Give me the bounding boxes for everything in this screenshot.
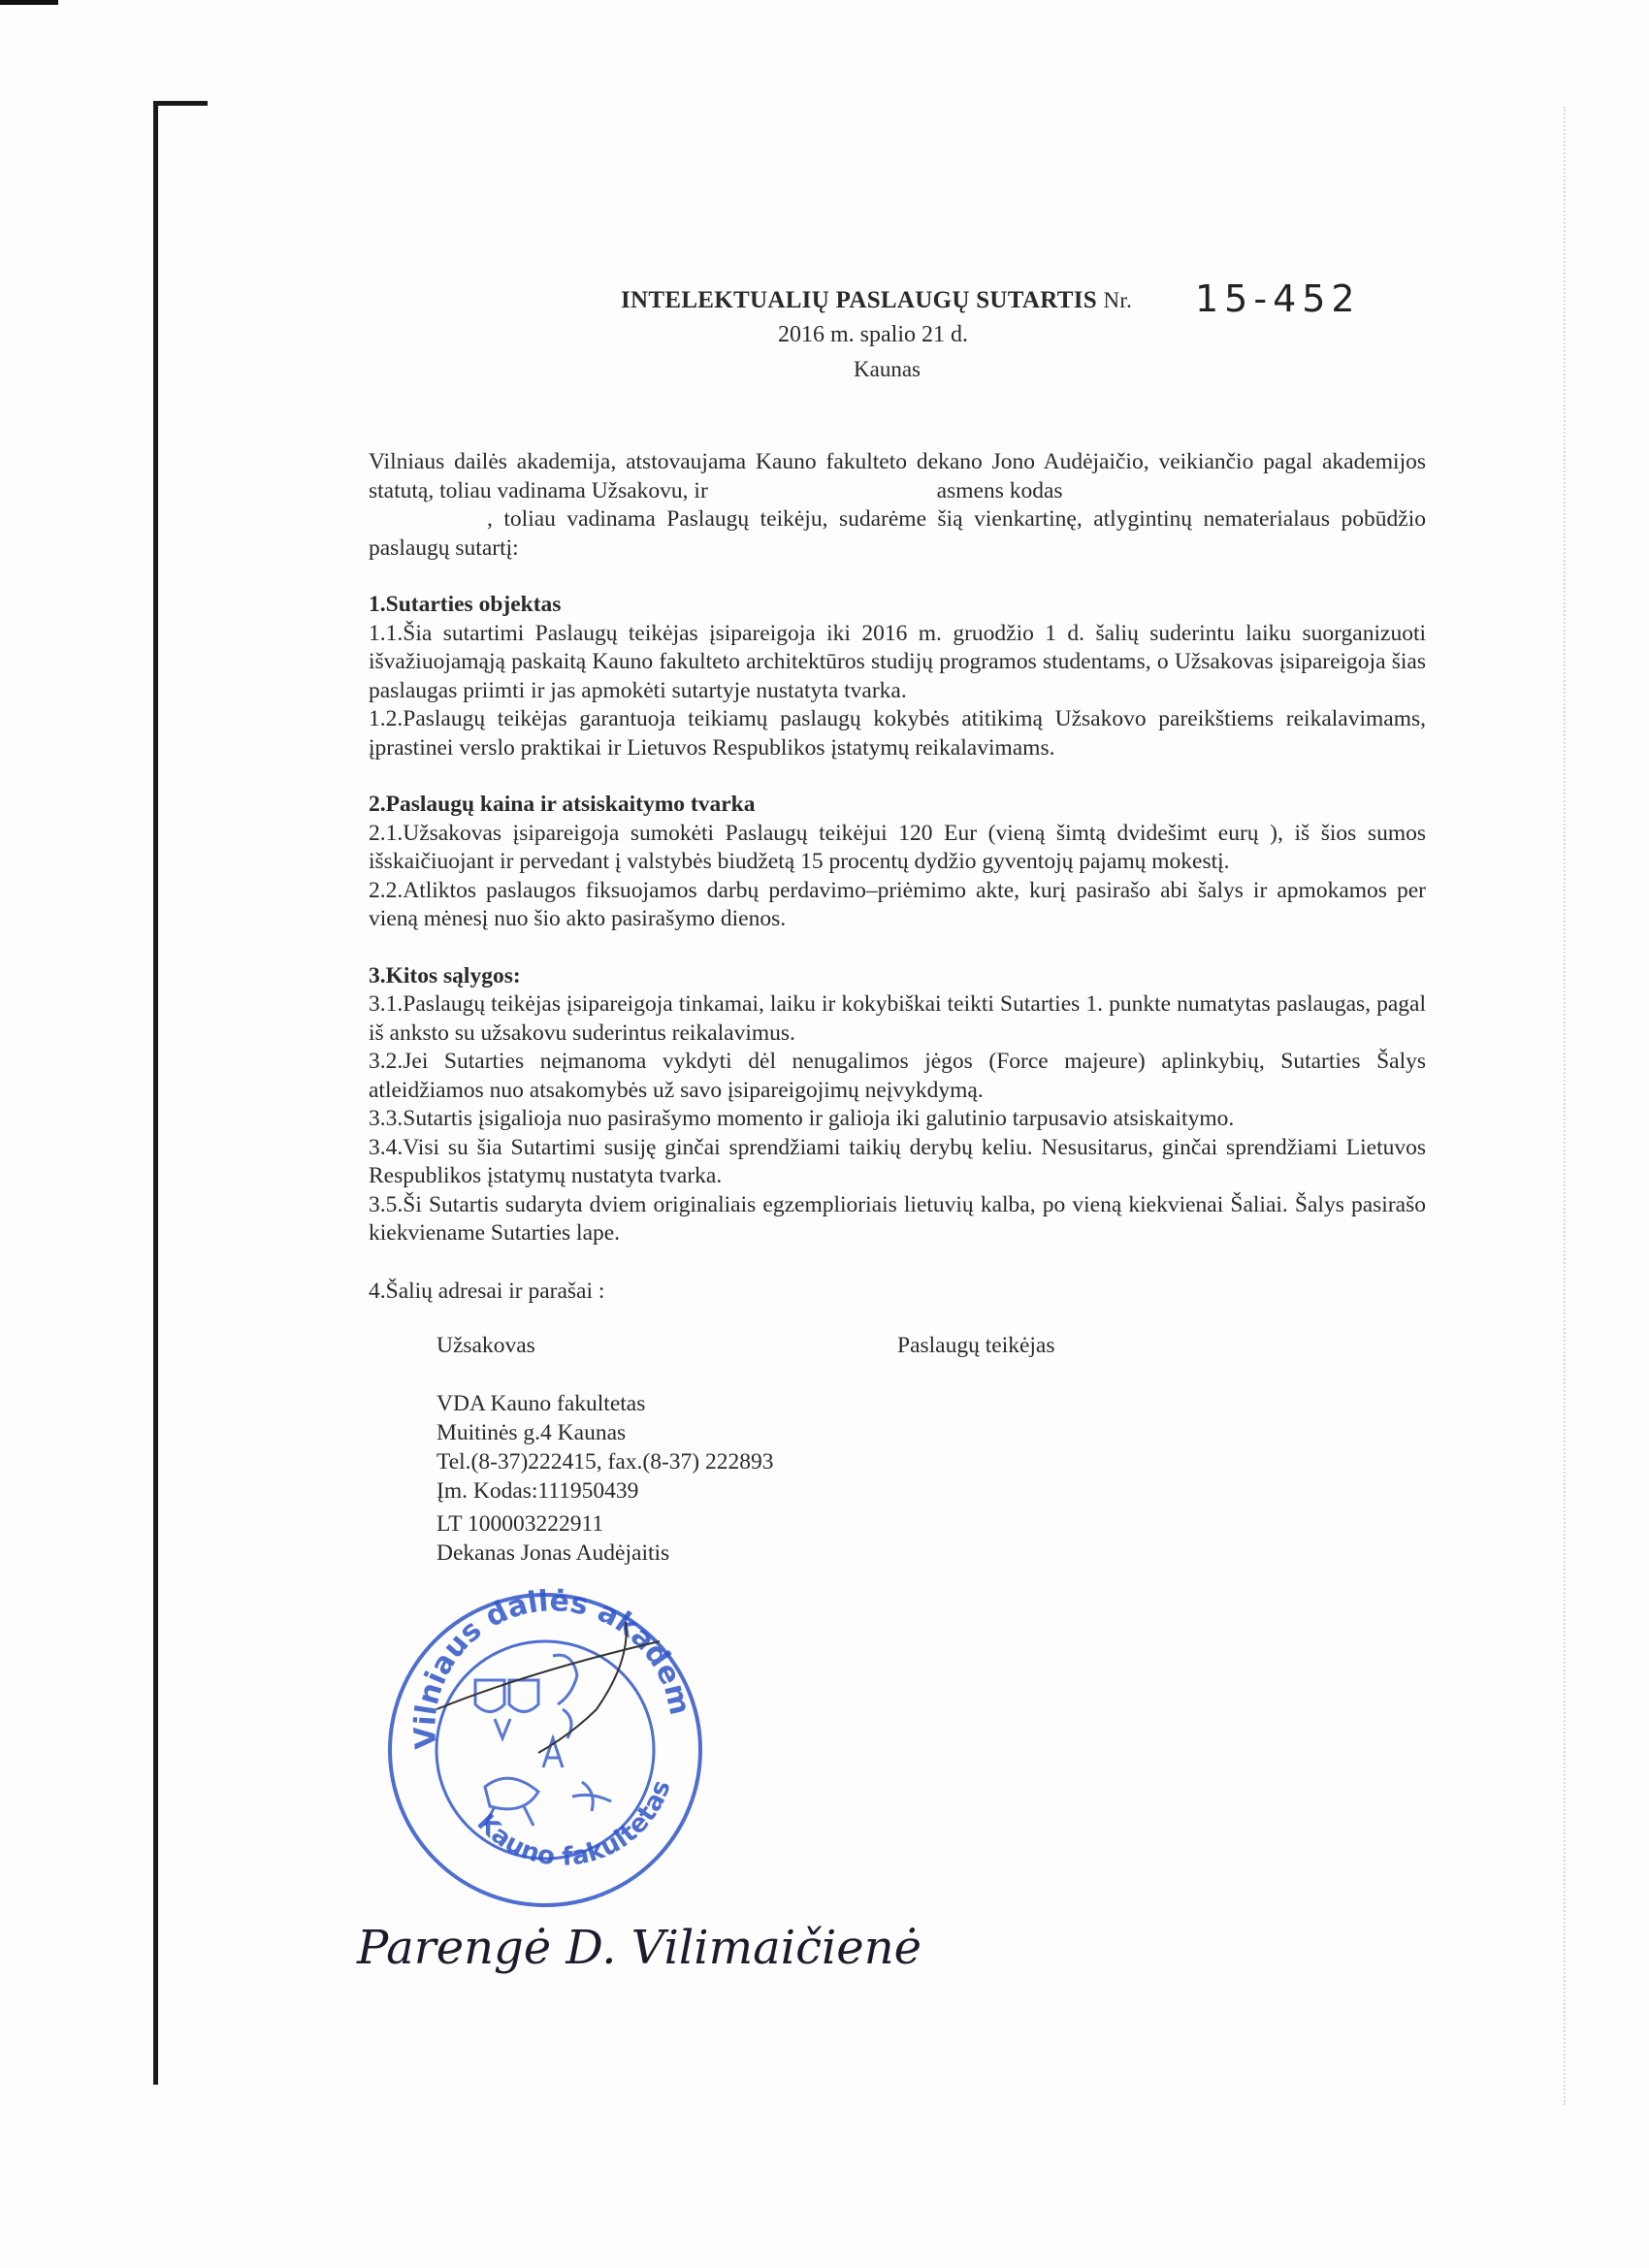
customer-label: Užsakovas [436,1332,535,1358]
section-heading: 2.Paslaugų kaina ir atsiskaitymo tvarka [369,792,756,817]
clause: 3.4.Visi su šia Sutartimi susiję ginčai sprendžiami taikių derybų keliu. Nesusitarus, ginčai sprendžiami Lietuvos Respublikos įstatymų nustatyta tvarka. [369,1134,1426,1188]
intro-text-3: , toliau vadinama Paslaugų teikėju, sudarėme šią vienkartinę, atlygintinų nematerialaus pobūdžio paslaugų sutartį: [369,506,1426,561]
customer-vat-code: LT 100003222911 [436,1510,604,1537]
intro-text-2: asmens kodas [936,477,1063,503]
scan-edge-mark [0,0,58,5]
stamp-emblem-icon [475,1655,611,1826]
section-heading: 3.Kitos sąlygos: [369,962,521,988]
customer-details [357,1389,1426,1977]
section-heading: 1.Sutarties objektas [369,592,562,617]
clause: 1.1.Šia sutartimi Paslaugų teikėjas įsipareigoja iki 2016 m. gruodžio 1 d. šalių suderintu laiku suorganizuoti išvažiuojamąją paskaitą Kauno fakulteto architektūros studijų programos studentams, o Užsakovas įsipareigoja šias paslaugas priimti ir jas apmokėti sutartyje nustatyta tvarka. [369,620,1426,703]
stamp-area [378,1564,1426,1913]
section-3 [369,962,1426,1248]
section-2 [369,791,1426,934]
clause: 3.1.Paslaugų teikėjas įsipareigoja tinkamai, laiku ir kokybiškai teikti Sutarties 1. punkte numatytas paslaugas, pagal iš anksto su užsakovu suderintus reikalavimus. [369,991,1426,1046]
customer-name: VDA Kauno fakultetas [436,1390,646,1416]
customer-phone: Tel.(8-37)222415, fax.(8-37) 222893 [436,1448,774,1474]
number-label: Nr. [1103,288,1133,312]
customer-address: Muitinės g.4 Kaunas [436,1419,627,1445]
binding-bracket-vertical [153,101,158,2085]
clause: 2.1.Užsakovas įsipareigoja sumokėti Paslaugų teikėjui 120 Eur (vieną šimtą dvidešimt eurų ), iš šios sumos išskaičiuojant ir pervedant į valstybės biudžetą 15 procentų dydžio gyventojų pajamų mokestį. [369,820,1426,874]
intro-paragraph [369,448,1426,563]
scan-right-edge [1564,107,1567,2105]
intro-text-1: Vilniaus dailės akademija, atstovaujama Kauno fakulteto dekano Jono Audėjaičio, veikiančio pagal akademijos statutą, toliau vadinama Užsakovu, ir [369,449,1426,503]
stamp-bottom-text: Kauno fakultetas [470,1775,677,1872]
signatures-heading: 4.Šalių adresai ir parašai : [369,1278,605,1304]
contract-body [357,448,1426,1977]
handwritten-contract-number: 15-452 [1195,277,1361,320]
customer-company-code: Įm. Kodas:111950439 [436,1477,639,1504]
clause: 2.2.Atliktos paslaugos fiksuojamos darbų perdavimo–priėmimo akte, kurį pasirašo abi šalys ir apmokamos per vieną mėnesį nuo šio akto pasirašymo dienos. [369,877,1426,931]
clause: 3.2.Jei Sutarties neįmanoma vykdyti dėl nenugalimos jėgos (Force majeure) aplinkybių, Sutarties Šalys atleidžiamos nuo atsakomybės už savo įsipareigojimų neįvykdymą. [369,1049,1426,1103]
signature-party-labels [369,1331,1426,1360]
handwritten-prepared-by-note: Parengė D. Vilimaičienė [357,1920,922,1975]
title-text: INTELEKTUALIŲ PASLAUGŲ SUTARTIS [621,287,1097,313]
binding-bracket-top [153,101,208,106]
section-1 [369,591,1426,762]
contract-date: 2016 m. spalio 21 d. [778,322,968,347]
document-title [621,287,1132,314]
university-stamp [378,1564,728,1913]
clause: 1.2.Paslaugų teikėjas garantuoja teikiamų paslaugų kokybės atitikimą Užsakovo pareikštiems reikalavimams, įprastinei verslo praktikai ir Lietuvos Respublikos įstatymų reikalavimams. [369,706,1426,761]
clause: 3.5.Ši Sutartis sudaryta dviem originaliais egzemplioriais lietuvių kalba, po vieną kiekvienai Šaliai. Šalys pasirašo kiekviename Sutarties lape. [369,1191,1426,1246]
clause: 3.3.Sutartis įsigalioja nuo pasirašymo momento ir galioja iki galutinio tarpusavio atsiskaitymo. [369,1106,1235,1131]
provider-label: Paslaugų teikėjas [897,1332,1055,1358]
stamp-top-text: Vilniaus dailės akadem [407,1583,697,1750]
customer-signatory: Dekanas Jonas Audėjaitis [436,1539,670,1566]
contract-city: Kaunas [854,357,921,381]
